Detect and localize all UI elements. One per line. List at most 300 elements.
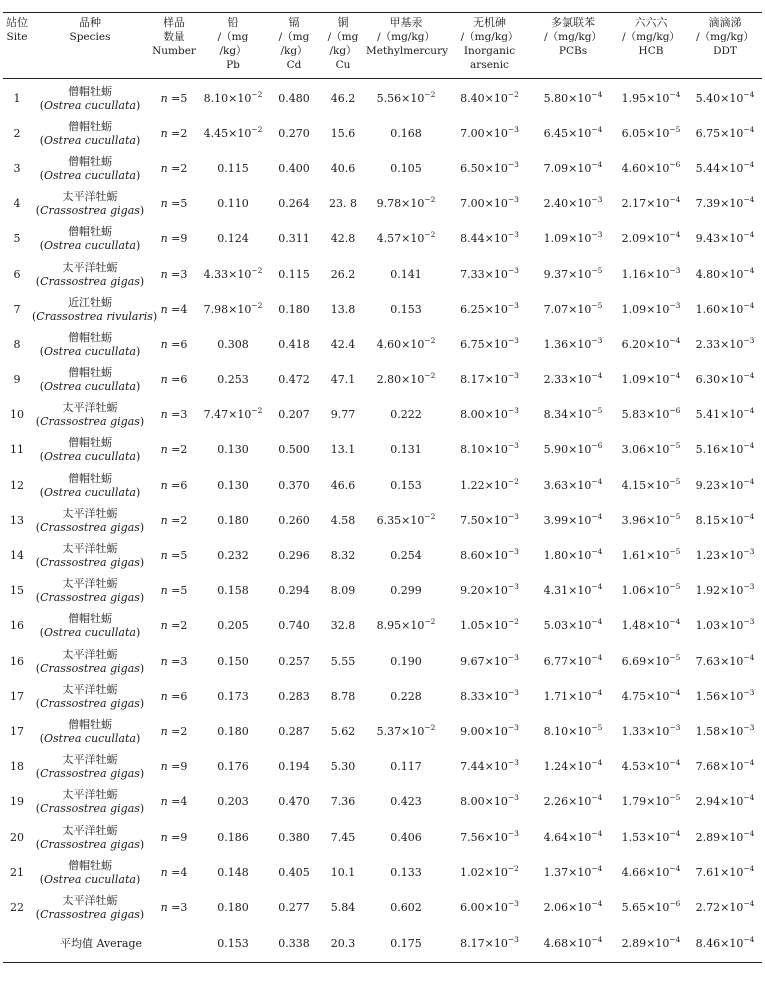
contaminant-table (3, 12, 762, 963)
cell-species: 僧帽牡蛎 (Ostrea cucullata) (39, 471, 141, 499)
cell-hcb: $1.16\times 10^{-3}$ (621, 265, 681, 281)
cell-cd: 0.270 (278, 126, 310, 140)
cell-site: 21 (10, 865, 24, 879)
cell-species: 太平洋牡蛎 (Crassostrea gigas) (35, 542, 145, 570)
cell-ddt: $7.61\times 10^{-4}$ (695, 863, 755, 879)
cell-hcb: $1.09\times 10^{-4}$ (621, 371, 681, 387)
cell-hcb: $2.09\times 10^{-4}$ (621, 230, 681, 246)
cell-inorganic-arsenic: $7.50\times 10^{-3}$ (460, 511, 519, 527)
cell-cu: 42.4 (330, 337, 356, 351)
cell-pb: 0.253 (217, 373, 249, 387)
cell-methylmercury: 0.153 (390, 478, 422, 492)
cell-pb: 0.130 (217, 443, 249, 457)
cell-pb: 0.180 (217, 900, 249, 914)
cell-inorganic-arsenic: $1.02\times 10^{-2}$ (460, 863, 519, 879)
header-ddt: 滴滴涕 /（mg/kg） DDT (696, 16, 754, 57)
cell-site: 17 (10, 724, 24, 738)
cell-pcbs: $2.26\times 10^{-4}$ (543, 793, 603, 809)
species-latin: Ostrea cucullata (44, 133, 136, 147)
cell-number: n =3 (160, 267, 188, 281)
cell-inorganic-arsenic: $7.44\times 10^{-3}$ (460, 758, 519, 774)
cell-cu: 42.8 (330, 232, 356, 246)
species-latin: Crassostrea rivularis (36, 309, 153, 323)
cell-site: 7 (13, 302, 21, 316)
cell-cu: 26.2 (330, 267, 356, 281)
species-latin: Crassostrea gigas (40, 837, 140, 851)
table-row (3, 855, 762, 890)
species-latin: Crassostrea gigas (40, 520, 140, 534)
cell-inorganic-arsenic: $1.22\times 10^{-2}$ (460, 476, 519, 492)
cell-number: n =2 (160, 619, 188, 633)
cell-inorganic-arsenic: $8.00\times 10^{-3}$ (460, 406, 519, 422)
header-row (3, 13, 762, 79)
header-cu: 铜 /（mg /kg） Cu (327, 16, 359, 71)
cell-number: n =2 (160, 724, 188, 738)
average-cu: 20.3 (330, 936, 356, 950)
species-chinese: 僧帽牡蛎 (68, 154, 112, 168)
cell-site: 11 (10, 443, 24, 457)
cell-pcbs: $1.71\times 10^{-4}$ (543, 687, 603, 703)
cell-cd: 0.480 (278, 91, 310, 105)
cell-species: 僧帽牡蛎 (Ostrea cucullata) (39, 330, 141, 358)
cell-species: 僧帽牡蛎 (Ostrea cucullata) (39, 84, 141, 112)
species-latin: Ostrea cucullata (44, 485, 136, 499)
cell-site: 8 (13, 337, 21, 351)
cell-methylmercury: $5.56\times 10^{-2}$ (376, 89, 436, 105)
cell-number: n =2 (160, 161, 188, 175)
cell-site: 1 (13, 91, 21, 105)
cell-cd: 0.260 (278, 513, 310, 527)
cell-ddt: $1.92\times 10^{-3}$ (695, 582, 755, 598)
species-latin: Ostrea cucullata (44, 450, 136, 464)
cell-ddt: $9.43\times 10^{-4}$ (695, 230, 755, 246)
species-chinese: 太平洋牡蛎 (62, 893, 118, 907)
species-chinese: 太平洋牡蛎 (62, 542, 118, 556)
table-row (3, 116, 762, 151)
cell-cu: 15.6 (330, 126, 356, 140)
cell-cd: 0.207 (278, 408, 310, 422)
cell-methylmercury: $2.80\times 10^{-2}$ (376, 371, 436, 387)
species-chinese: 僧帽牡蛎 (68, 612, 112, 626)
cell-pb: $4.45\times 10^{-2}$ (203, 124, 263, 140)
cell-pb: $8.10\times 10^{-2}$ (203, 89, 263, 105)
cell-pcbs: $7.09\times 10^{-4}$ (543, 159, 603, 175)
cell-methylmercury: $8.95\times 10^{-2}$ (376, 617, 436, 633)
cell-pb: 0.173 (217, 689, 249, 703)
cell-pcbs: $7.07\times 10^{-5}$ (543, 300, 603, 316)
average-methylmercury: 0.175 (390, 936, 422, 950)
species-latin: Crassostrea gigas (40, 591, 140, 605)
cell-number: n =5 (160, 549, 188, 563)
cell-number: n =2 (160, 513, 188, 527)
cell-number: n =2 (160, 443, 188, 457)
cell-number: n =4 (160, 865, 188, 879)
species-chinese: 太平洋牡蛎 (62, 190, 118, 204)
species-latin: Ostrea cucullata (44, 626, 136, 640)
cell-methylmercury: 0.602 (390, 900, 422, 914)
cell-cd: 0.283 (278, 689, 310, 703)
table-row (3, 820, 762, 855)
species-chinese: 僧帽牡蛎 (68, 330, 112, 344)
cell-cu: 5.62 (330, 724, 356, 738)
species-chinese: 太平洋牡蛎 (62, 260, 118, 274)
cell-inorganic-arsenic: $8.44\times 10^{-3}$ (460, 230, 519, 246)
cell-number: n =5 (160, 584, 188, 598)
cell-ddt: $1.60\times 10^{-4}$ (695, 300, 755, 316)
cell-pcbs: $6.45\times 10^{-4}$ (543, 124, 603, 140)
species-latin: Ostrea cucullata (44, 168, 136, 182)
cell-cd: 0.418 (278, 337, 310, 351)
cell-cd: 0.194 (278, 760, 310, 774)
cell-pb: 0.110 (217, 197, 249, 211)
species-latin: Crassostrea gigas (40, 767, 140, 781)
cell-methylmercury: 0.133 (390, 865, 422, 879)
cell-inorganic-arsenic: $6.00\times 10^{-3}$ (460, 898, 519, 914)
table-row (3, 398, 762, 433)
cell-inorganic-arsenic: $9.20\times 10^{-3}$ (460, 582, 519, 598)
cell-cd: 0.470 (278, 795, 310, 809)
table-row (3, 785, 762, 820)
table-row (3, 714, 762, 749)
cell-species: 太平洋牡蛎 (Crassostrea gigas) (35, 577, 145, 605)
cell-number: n =6 (160, 337, 188, 351)
species-chinese: 太平洋牡蛎 (62, 506, 118, 520)
cell-hcb: $4.66\times 10^{-4}$ (621, 863, 681, 879)
cell-cu: 32.8 (330, 619, 356, 633)
cell-cu: 13.1 (330, 443, 356, 457)
table-row (3, 890, 762, 925)
cell-pcbs: $1.37\times 10^{-4}$ (543, 863, 603, 879)
table-row (3, 292, 762, 327)
cell-inorganic-arsenic: $8.10\times 10^{-3}$ (460, 441, 519, 457)
cell-cu: 8.09 (330, 584, 356, 598)
cell-number: n =9 (160, 232, 188, 246)
cell-ddt: $2.33\times 10^{-3}$ (695, 335, 755, 351)
cell-species: 近江牡蛎 (Crassostrea rivularis) (32, 295, 158, 323)
cell-species: 僧帽牡蛎 (Ostrea cucullata) (39, 225, 141, 253)
cell-hcb: $4.60\times 10^{-6}$ (621, 159, 681, 175)
average-pcbs: $4.68\times 10^{-4}$ (543, 934, 603, 950)
cell-site: 10 (10, 408, 24, 422)
cell-species: 僧帽牡蛎 (Ostrea cucullata) (39, 436, 141, 464)
header-hcb: 六六六 /（mg/kg） HCB (622, 16, 680, 57)
table-row (3, 574, 762, 609)
cell-number: n =6 (160, 689, 188, 703)
cell-cu: 8.32 (330, 549, 356, 563)
cell-pb: $7.47\times 10^{-2}$ (203, 406, 263, 422)
cell-ddt: $6.30\times 10^{-4}$ (695, 371, 755, 387)
table-row (3, 433, 762, 468)
cell-cd: 0.257 (278, 654, 310, 668)
table-row (3, 679, 762, 714)
cell-hcb: $4.75\times 10^{-4}$ (621, 687, 681, 703)
average-cd: 0.338 (278, 936, 310, 950)
cell-site: 20 (10, 830, 24, 844)
cell-number: n =6 (160, 478, 188, 492)
species-chinese: 僧帽牡蛎 (68, 119, 112, 133)
cell-pcbs: $6.77\times 10^{-4}$ (543, 652, 603, 668)
cell-ddt: $4.80\times 10^{-4}$ (695, 265, 755, 281)
cell-inorganic-arsenic: $8.17\times 10^{-3}$ (460, 371, 519, 387)
species-latin: Crassostrea gigas (40, 696, 140, 710)
table-row (3, 187, 762, 222)
cell-site: 3 (13, 161, 21, 175)
cell-species: 僧帽牡蛎 (Ostrea cucullata) (39, 858, 141, 886)
cell-number: n =6 (160, 373, 188, 387)
cell-hcb: $3.06\times 10^{-5}$ (621, 441, 681, 457)
cell-cu: 5.55 (330, 654, 356, 668)
cell-species: 太平洋牡蛎 (Crassostrea gigas) (35, 190, 145, 218)
species-chinese: 太平洋牡蛎 (62, 823, 118, 837)
cell-hcb: $6.69\times 10^{-5}$ (621, 652, 681, 668)
cell-cu: 5.30 (330, 760, 356, 774)
cell-methylmercury: 0.105 (390, 161, 422, 175)
cell-cd: 0.180 (278, 302, 310, 316)
cell-site: 12 (10, 478, 24, 492)
cell-methylmercury: 0.117 (390, 760, 422, 774)
cell-inorganic-arsenic: $8.60\times 10^{-3}$ (460, 547, 519, 563)
cell-hcb: $1.61\times 10^{-5}$ (621, 547, 681, 563)
species-chinese: 太平洋牡蛎 (62, 401, 118, 415)
cell-pcbs: $1.36\times 10^{-3}$ (543, 335, 603, 351)
cell-pb: 0.180 (217, 724, 249, 738)
cell-cu: 5.84 (330, 900, 356, 914)
cell-pcbs: $5.03\times 10^{-4}$ (543, 617, 603, 633)
header-pb: 铅 /（mg /kg） Pb (217, 16, 249, 71)
cell-cd: 0.264 (278, 197, 310, 211)
cell-species: 太平洋牡蛎 (Crassostrea gigas) (35, 647, 145, 675)
table-row (3, 79, 762, 117)
cell-hcb: $6.05\times 10^{-5}$ (621, 124, 681, 140)
cell-cu: 47.1 (330, 373, 356, 387)
cell-site: 17 (10, 689, 24, 703)
cell-cd: 0.740 (278, 619, 310, 633)
average-label: 平均值 Average (59, 936, 143, 950)
species-chinese: 僧帽牡蛎 (68, 858, 112, 872)
cell-cu: 4.58 (330, 513, 356, 527)
species-chinese: 太平洋牡蛎 (62, 682, 118, 696)
header-number: 样品 数量 Number (152, 16, 196, 57)
species-latin: Ostrea cucullata (44, 380, 136, 394)
header-methylmercury: 甲基汞 /（mg/kg） Methylmercury (366, 16, 449, 57)
cell-pb: $7.98\times 10^{-2}$ (203, 300, 263, 316)
cell-hcb: $1.48\times 10^{-4}$ (621, 617, 681, 633)
cell-number: n =9 (160, 830, 188, 844)
cell-species: 太平洋牡蛎 (Crassostrea gigas) (35, 682, 145, 710)
cell-inorganic-arsenic: $6.75\times 10^{-3}$ (460, 335, 519, 351)
table-row (3, 538, 762, 573)
cell-cd: 0.405 (278, 865, 310, 879)
cell-species: 僧帽牡蛎 (Ostrea cucullata) (39, 154, 141, 182)
cell-species: 僧帽牡蛎 (Ostrea cucullata) (39, 612, 141, 640)
cell-site: 9 (13, 373, 21, 387)
cell-hcb: $1.53\times 10^{-4}$ (621, 828, 681, 844)
cell-pcbs: $1.24\times 10^{-4}$ (543, 758, 603, 774)
table-body (3, 79, 762, 963)
cell-pcbs: $5.90\times 10^{-6}$ (543, 441, 603, 457)
cell-ddt: $5.40\times 10^{-4}$ (695, 89, 755, 105)
cell-methylmercury: $9.78\times 10^{-2}$ (376, 195, 436, 211)
cell-pcbs: $5.80\times 10^{-4}$ (543, 89, 603, 105)
cell-ddt: $2.89\times 10^{-4}$ (695, 828, 755, 844)
cell-cd: 0.294 (278, 584, 310, 598)
cell-ddt: $1.23\times 10^{-3}$ (695, 547, 755, 563)
cell-pb: 0.130 (217, 478, 249, 492)
cell-species: 太平洋牡蛎 (Crassostrea gigas) (35, 401, 145, 429)
cell-pb: 0.150 (217, 654, 249, 668)
cell-methylmercury: 0.141 (390, 267, 422, 281)
cell-inorganic-arsenic: $8.33\times 10^{-3}$ (460, 687, 519, 703)
cell-ddt: $1.58\times 10^{-3}$ (695, 722, 755, 738)
cell-ddt: $6.75\times 10^{-4}$ (695, 124, 755, 140)
cell-methylmercury: 0.423 (390, 795, 422, 809)
cell-inorganic-arsenic: $8.00\times 10^{-3}$ (460, 793, 519, 809)
species-latin: Ostrea cucullata (44, 731, 136, 745)
cell-pcbs: $2.33\times 10^{-4}$ (543, 371, 603, 387)
cell-cu: 7.36 (330, 795, 356, 809)
cell-inorganic-arsenic: $7.00\times 10^{-3}$ (460, 195, 519, 211)
table-row (3, 644, 762, 679)
cell-cd: 0.277 (278, 900, 310, 914)
cell-ddt: $2.72\times 10^{-4}$ (695, 898, 755, 914)
cell-inorganic-arsenic: $8.40\times 10^{-2}$ (460, 89, 519, 105)
cell-cu: 8.78 (330, 689, 356, 703)
cell-inorganic-arsenic: $9.67\times 10^{-3}$ (460, 652, 519, 668)
cell-methylmercury: 0.190 (390, 654, 422, 668)
cell-number: n =4 (160, 302, 188, 316)
cell-ddt: $1.56\times 10^{-3}$ (695, 687, 755, 703)
cell-pcbs: $9.37\times 10^{-5}$ (543, 265, 603, 281)
average-pb: 0.153 (217, 936, 249, 950)
average-ddt: $8.46\times 10^{-4}$ (695, 934, 755, 950)
cell-hcb: $6.20\times 10^{-4}$ (621, 335, 681, 351)
cell-cd: 0.115 (278, 267, 310, 281)
cell-number: n =3 (160, 900, 188, 914)
table-row (3, 151, 762, 186)
species-chinese: 僧帽牡蛎 (68, 225, 112, 239)
cell-ddt: $8.15\times 10^{-4}$ (695, 511, 755, 527)
cell-site: 4 (13, 197, 21, 211)
cell-pb: 0.203 (217, 795, 249, 809)
average-inorganic-arsenic: $8.17\times 10^{-3}$ (460, 934, 519, 950)
species-latin: Crassostrea gigas (40, 907, 140, 921)
cell-ddt: $5.44\times 10^{-4}$ (695, 159, 755, 175)
cell-pb: 0.205 (217, 619, 249, 633)
cell-species: 僧帽牡蛎 (Ostrea cucullata) (39, 366, 141, 394)
average-hcb: $2.89\times 10^{-4}$ (621, 934, 681, 950)
cell-hcb: $4.53\times 10^{-4}$ (621, 758, 681, 774)
table-row (3, 257, 762, 292)
cell-pcbs: $2.06\times 10^{-4}$ (543, 898, 603, 914)
cell-pb: 0.176 (217, 760, 249, 774)
cell-cu: 9.77 (330, 408, 356, 422)
cell-methylmercury: 0.222 (390, 408, 422, 422)
cell-methylmercury: $5.37\times 10^{-2}$ (376, 722, 436, 738)
cell-pb: $4.33\times 10^{-2}$ (203, 265, 263, 281)
cell-cd: 0.287 (278, 724, 310, 738)
cell-cd: 0.296 (278, 549, 310, 563)
average-row (3, 926, 762, 963)
cell-pb: 0.158 (217, 584, 249, 598)
header-pcbs: 多氯联苯 /（mg/kg） PCBs (544, 16, 602, 57)
cell-species: 太平洋牡蛎 (Crassostrea gigas) (35, 260, 145, 288)
cell-inorganic-arsenic: $7.00\times 10^{-3}$ (460, 124, 519, 140)
species-chinese: 太平洋牡蛎 (62, 577, 118, 591)
cell-pcbs: $8.10\times 10^{-5}$ (543, 722, 603, 738)
cell-number: n =5 (160, 197, 188, 211)
cell-site: 14 (10, 549, 24, 563)
header-site: 站位 Site (6, 16, 28, 43)
cell-cu: 23. 8 (329, 197, 357, 211)
cell-pcbs: $3.99\times 10^{-4}$ (543, 511, 603, 527)
cell-methylmercury: 0.168 (390, 126, 422, 140)
cell-inorganic-arsenic: $6.50\times 10^{-3}$ (460, 159, 519, 175)
cell-hcb: $2.17\times 10^{-4}$ (621, 195, 681, 211)
cell-site: 19 (10, 795, 24, 809)
cell-site: 22 (10, 900, 24, 914)
cell-site: 6 (13, 267, 21, 281)
table-row (3, 327, 762, 362)
header-inorganic-arsenic: 无机砷 /（mg/kg） Inorganic arsenic (460, 16, 519, 71)
species-chinese: 太平洋牡蛎 (62, 647, 118, 661)
table-row (3, 750, 762, 785)
species-chinese: 近江牡蛎 (68, 295, 112, 309)
cell-cu: 40.6 (330, 161, 356, 175)
cell-inorganic-arsenic: $9.00\times 10^{-3}$ (460, 722, 519, 738)
cell-cu: 13.8 (330, 302, 356, 316)
cell-species: 太平洋牡蛎 (Crassostrea gigas) (35, 893, 145, 921)
header-cd: 镉 /（mg /kg） Cd (278, 16, 310, 71)
species-chinese: 僧帽牡蛎 (68, 436, 112, 450)
cell-pcbs: $8.34\times 10^{-5}$ (543, 406, 603, 422)
cell-methylmercury: $4.57\times 10^{-2}$ (376, 230, 436, 246)
cell-pb: 0.124 (217, 232, 249, 246)
header-species: 品种 Species (69, 16, 111, 43)
species-chinese: 太平洋牡蛎 (62, 788, 118, 802)
cell-pcbs: $2.40\times 10^{-3}$ (543, 195, 603, 211)
cell-number: n =3 (160, 654, 188, 668)
cell-number: n =2 (160, 126, 188, 140)
cell-pb: 0.115 (217, 161, 249, 175)
cell-species: 太平洋牡蛎 (Crassostrea gigas) (35, 788, 145, 816)
cell-site: 16 (10, 619, 24, 633)
species-chinese: 僧帽牡蛎 (68, 366, 112, 380)
cell-pb: 0.180 (217, 513, 249, 527)
cell-hcb: $3.96\times 10^{-5}$ (621, 511, 681, 527)
cell-methylmercury: 0.254 (390, 549, 422, 563)
species-latin: Crassostrea gigas (40, 661, 140, 675)
cell-hcb: $4.15\times 10^{-5}$ (621, 476, 681, 492)
cell-inorganic-arsenic: $7.33\times 10^{-3}$ (460, 265, 519, 281)
cell-pb: 0.308 (217, 337, 249, 351)
cell-cd: 0.500 (278, 443, 310, 457)
cell-cu: 10.1 (330, 865, 356, 879)
cell-species: 僧帽牡蛎 (Ostrea cucullata) (39, 717, 141, 745)
cell-ddt: $7.63\times 10^{-4}$ (695, 652, 755, 668)
cell-site: 5 (13, 232, 21, 246)
cell-ddt: $5.16\times 10^{-4}$ (695, 441, 755, 457)
cell-pb: 0.186 (217, 830, 249, 844)
species-latin: Crassostrea gigas (40, 415, 140, 429)
cell-pb: 0.232 (217, 549, 249, 563)
cell-cd: 0.370 (278, 478, 310, 492)
cell-cd: 0.400 (278, 161, 310, 175)
species-latin: Ostrea cucullata (44, 344, 136, 358)
species-latin: Ostrea cucullata (44, 98, 136, 112)
cell-species: 太平洋牡蛎 (Crassostrea gigas) (35, 823, 145, 851)
cell-species: 僧帽牡蛎 (Ostrea cucullata) (39, 119, 141, 147)
cell-hcb: $1.33\times 10^{-3}$ (621, 722, 681, 738)
